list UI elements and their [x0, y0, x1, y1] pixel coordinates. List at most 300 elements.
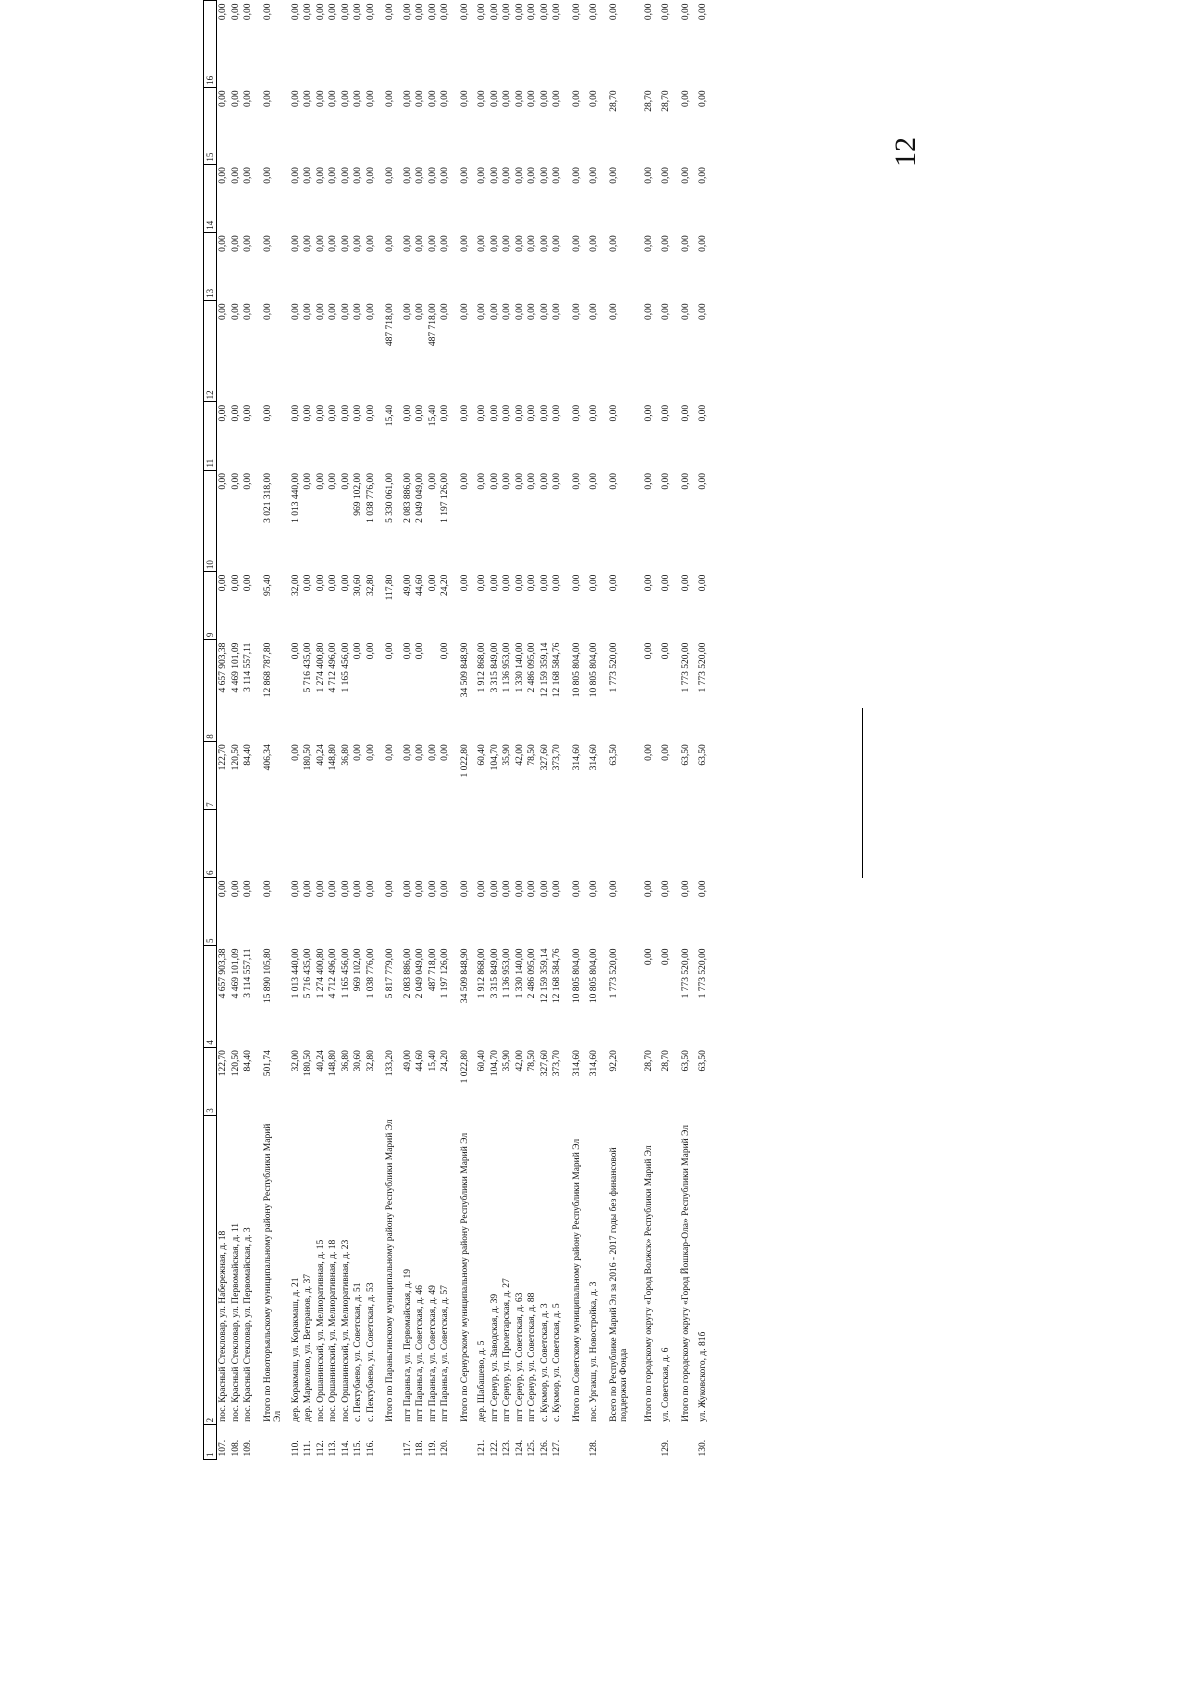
cell-col-5: 0,00 [552, 880, 562, 898]
row-name: пос. Оршанинский, ул. Мелиоративная, д. 23 [340, 1239, 351, 1422]
row-number: 110. [290, 1440, 301, 1457]
cell-col-15: 0,00 [353, 90, 363, 107]
cell-col-12: 0,00 [698, 303, 708, 320]
cell-col-8: 12 159 359,14 [539, 642, 550, 698]
cell-col-5: 0,00 [489, 880, 500, 898]
cell-col-9: 0,00 [661, 574, 671, 592]
cell-col-4: 487 718,00 [427, 948, 438, 992]
cell-col-12: 0,00 [290, 303, 301, 320]
row-number: 126. [539, 1439, 550, 1457]
cell-col-3: 42,00 [514, 1050, 525, 1072]
cell-col-4: 34 509 848,90 [459, 948, 470, 1004]
cell-col-7: 0,00 [415, 744, 425, 761]
cell-col-8: 0,00 [402, 642, 413, 660]
cell-col-11: 0,00 [698, 404, 708, 422]
cell-col-4: 0,00 [661, 948, 671, 966]
cell-col-8: 0,00 [440, 642, 450, 660]
cell-col-9: 117,80 [385, 574, 395, 601]
cell-col-11: 0,00 [552, 404, 562, 422]
cell-col-11: 15,40 [385, 404, 395, 427]
cell-col-13: 0,00 [571, 235, 582, 252]
row-number: 115. [353, 1440, 363, 1457]
table-row [439, 1, 452, 1460]
cell-col-11: 0,00 [680, 404, 691, 422]
cell-col-9: 0,00 [243, 574, 253, 592]
cell-col-6 [230, 809, 243, 877]
cell-col-5: 0,00 [303, 880, 313, 898]
cell-col-9: 0,00 [527, 574, 537, 592]
cell-col-7: 63,50 [680, 744, 691, 766]
cell-col-14: 0,00 [440, 167, 450, 184]
cell-col-5: 0,00 [589, 880, 599, 898]
cell-col-13: 0,00 [415, 235, 425, 252]
column-header: 3 [204, 1047, 217, 1115]
table-header-row [204, 1, 217, 1460]
cell-col-6 [414, 809, 427, 877]
cell-col-4: 4 469 101,09 [230, 948, 241, 999]
budget-table [203, 0, 710, 1460]
cell-col-15: 0,00 [218, 90, 228, 107]
cell-col-11: 0,00 [303, 404, 313, 422]
row-name: Итого по Сернурскому муниципальному району Республики Марий Эл [459, 1132, 470, 1422]
cell-col-10: 0,00 [459, 473, 470, 490]
cell-col-3: 63,50 [698, 1050, 708, 1072]
cell-col-7: 122,70 [218, 744, 228, 771]
cell-col-11: 0,00 [340, 404, 351, 422]
cell-col-15: 0,00 [365, 90, 376, 107]
cell-col-16: 0,00 [527, 3, 537, 21]
row-name: ул. Советская, д. 6 [661, 1347, 671, 1422]
table-row [476, 1, 489, 1460]
cell-col-7: 314,60 [589, 744, 599, 771]
cell-col-14: 0,00 [643, 167, 654, 184]
cell-col-3: 63,50 [680, 1050, 691, 1072]
cell-col-15: 0,00 [489, 90, 500, 107]
cell-col-15: 0,00 [477, 90, 487, 107]
cell-col-7: 36,80 [340, 744, 351, 766]
cell-col-3: 180,50 [303, 1050, 313, 1077]
cell-col-9: 44,60 [415, 574, 425, 596]
cell-col-10: 0,00 [539, 473, 550, 490]
cell-col-10: 0,00 [489, 473, 500, 490]
cell-col-13: 0,00 [230, 235, 241, 252]
row-number [452, 1425, 477, 1460]
cell-col-14: 0,00 [589, 167, 599, 184]
cell-col-12: 0,00 [661, 303, 671, 320]
column-header: 12 [204, 300, 217, 402]
cell-col-6 [365, 809, 378, 877]
cell-col-12: 0,00 [539, 303, 550, 320]
cell-col-4: 5 716 435,00 [303, 948, 313, 999]
cell-col-3: 15,40 [427, 1050, 438, 1072]
cell-col-4: 1 912 868,00 [477, 948, 487, 999]
cell-col-13: 0,00 [328, 235, 338, 252]
cell-col-13: 0,00 [552, 235, 562, 252]
table-row [514, 1, 527, 1460]
cell-col-9: 0,00 [643, 574, 654, 592]
cell-col-16: 0,00 [328, 3, 338, 21]
cell-col-11: 0,00 [589, 404, 599, 422]
row-number: 120. [440, 1439, 450, 1457]
cell-col-15: 28,70 [608, 90, 619, 112]
cell-col-16: 0,00 [230, 3, 241, 21]
row-number: 116. [365, 1440, 376, 1457]
cell-col-15: 0,00 [571, 90, 582, 107]
cell-col-16: 0,00 [608, 3, 619, 21]
cell-col-13: 0,00 [340, 235, 351, 252]
row-number: 130. [698, 1439, 708, 1457]
table-row [340, 1, 353, 1460]
cell-col-16: 0,00 [415, 3, 425, 21]
cell-col-6 [340, 809, 353, 877]
cell-col-11: 0,00 [477, 404, 487, 422]
cell-col-5: 0,00 [680, 880, 691, 898]
cell-col-7: 0,00 [440, 744, 450, 761]
cell-col-15: 0,00 [340, 90, 351, 107]
cell-col-4: 4 712 496,00 [328, 948, 338, 999]
cell-col-6 [601, 809, 636, 877]
cell-col-3: 148,80 [328, 1050, 338, 1077]
cell-col-13: 0,00 [243, 235, 253, 252]
cell-col-6 [452, 809, 477, 877]
cell-col-15: 0,00 [539, 90, 550, 107]
side-rule-line [862, 708, 863, 878]
table-total-row [452, 1, 477, 1460]
table-row [290, 1, 303, 1460]
cell-col-7: 327,60 [539, 744, 550, 771]
cell-col-15: 0,00 [680, 90, 691, 107]
cell-col-16: 0,00 [643, 3, 654, 21]
cell-col-15: 0,00 [415, 90, 425, 107]
cell-col-4: 12 168 584,76 [552, 948, 562, 1004]
cell-col-9: 0,00 [303, 574, 313, 592]
cell-col-12: 0,00 [328, 303, 338, 320]
row-number: 113. [328, 1440, 338, 1457]
cell-col-5: 0,00 [643, 880, 654, 898]
cell-col-5: 0,00 [698, 880, 708, 898]
cell-col-9: 0,00 [680, 574, 691, 592]
cell-col-3: 501,74 [262, 1050, 273, 1077]
cell-col-14: 0,00 [218, 167, 228, 184]
cell-col-15: 28,70 [661, 90, 671, 112]
cell-col-13: 0,00 [527, 235, 537, 252]
cell-col-15: 0,00 [459, 90, 470, 107]
cell-col-14: 0,00 [698, 167, 708, 184]
cell-col-3: 32,80 [365, 1050, 376, 1072]
cell-col-3: 30,60 [353, 1050, 363, 1072]
cell-col-6 [588, 809, 601, 877]
cell-col-3: 32,00 [290, 1050, 301, 1072]
cell-col-9: 0,00 [218, 574, 228, 592]
cell-col-12: 0,00 [243, 303, 253, 320]
cell-col-8: 4 469 101,09 [230, 642, 241, 693]
cell-col-11: 0,00 [608, 404, 619, 422]
column-header: 2 [204, 1115, 217, 1425]
cell-col-14: 0,00 [303, 167, 313, 184]
row-number: 123. [502, 1439, 512, 1457]
cell-col-16: 0,00 [402, 3, 413, 21]
cell-col-11: 0,00 [415, 404, 425, 422]
cell-col-6 [551, 809, 564, 877]
cell-col-9: 0,00 [698, 574, 708, 592]
row-number: 128. [589, 1439, 599, 1457]
cell-col-8: 5 716 435,00 [303, 642, 313, 693]
row-name: пос. Красный Стекловар, ул. Первомайская, д. 11 [230, 1222, 241, 1422]
cell-col-5: 0,00 [608, 880, 619, 898]
cell-col-11: 0,00 [262, 404, 273, 422]
column-header: 14 [204, 164, 217, 232]
cell-col-8: 1 773 520,00 [608, 642, 619, 693]
cell-col-15: 0,00 [502, 90, 512, 107]
cell-col-8: 0,00 [415, 642, 425, 660]
cell-col-12: 0,00 [489, 303, 500, 320]
cell-col-6 [327, 809, 340, 877]
cell-col-13: 0,00 [698, 235, 708, 252]
cell-col-11: 0,00 [539, 404, 550, 422]
cell-col-12: 0,00 [315, 303, 326, 320]
cell-col-8: 1 136 953,00 [502, 642, 512, 693]
table-row [414, 1, 427, 1460]
cell-col-13: 0,00 [427, 235, 438, 252]
cell-col-7: 40,24 [315, 744, 326, 766]
cell-col-14: 0,00 [262, 167, 273, 184]
cell-col-16: 0,00 [502, 3, 512, 21]
cell-col-6 [539, 809, 552, 877]
cell-col-4: 1 773 520,00 [698, 948, 708, 999]
cell-col-13: 0,00 [489, 235, 500, 252]
row-name: Всего по Республике Марий Эл за 2016 - 2017 годы без финансовой поддержки Фонда [608, 1147, 629, 1422]
cell-col-4: 0,00 [643, 948, 654, 966]
cell-col-11: 0,00 [402, 404, 413, 422]
cell-col-16: 0,00 [440, 3, 450, 21]
table-total-row [255, 1, 290, 1460]
row-name: пгт Сернур, ул. Советская, д. 63 [514, 1292, 525, 1422]
cell-col-10: 0,00 [571, 473, 582, 490]
cell-col-12: 0,00 [514, 303, 525, 320]
cell-col-12: 0,00 [477, 303, 487, 320]
cell-col-6 [290, 809, 303, 877]
cell-col-11: 0,00 [230, 404, 241, 422]
cell-col-16: 0,00 [353, 3, 363, 21]
cell-col-8: 3 315 849,00 [489, 642, 500, 693]
row-number: 121. [477, 1439, 487, 1457]
table-total-row [601, 1, 636, 1460]
cell-col-12: 0,00 [571, 303, 582, 320]
cell-col-4: 15 890 105,80 [262, 948, 273, 1004]
row-number: 111. [303, 1440, 313, 1457]
cell-col-16: 0,00 [514, 3, 525, 21]
cell-col-8: 3 114 557,11 [243, 642, 253, 692]
cell-col-9: 0,00 [489, 574, 500, 592]
cell-col-11: 0,00 [459, 404, 470, 422]
cell-col-10: 2 083 886,00 [402, 473, 413, 523]
cell-col-5: 0,00 [262, 880, 273, 898]
cell-col-15: 0,00 [552, 90, 562, 107]
cell-col-8: 0,00 [385, 642, 395, 660]
cell-col-7: 63,50 [698, 744, 708, 766]
cell-col-7: 180,50 [303, 744, 313, 771]
cell-col-7: 42,00 [514, 744, 525, 766]
cell-col-12: 0,00 [643, 303, 654, 320]
column-header: 11 [204, 402, 217, 470]
cell-col-13: 0,00 [661, 235, 671, 252]
cell-col-8: 1 912 868,00 [477, 642, 487, 693]
cell-col-4: 1 165 456,00 [340, 948, 351, 999]
cell-col-4: 5 817 779,00 [385, 948, 395, 999]
cell-col-13: 0,00 [353, 235, 363, 252]
table-row [315, 1, 328, 1460]
cell-col-10: 0,00 [552, 473, 562, 490]
cell-col-13: 0,00 [680, 235, 691, 252]
row-name: с. Пектубаево, ул. Советская, д. 51 [353, 1282, 363, 1422]
cell-col-16: 0,00 [489, 3, 500, 21]
cell-col-7: 406,34 [262, 744, 273, 771]
cell-col-3: 314,60 [589, 1050, 599, 1077]
cell-col-13: 0,00 [365, 235, 376, 252]
cell-col-3: 78,50 [527, 1050, 537, 1072]
cell-col-3: 24,20 [440, 1050, 450, 1072]
cell-col-6 [302, 809, 315, 877]
cell-col-12: 487 718,00 [385, 303, 395, 347]
row-number [377, 1425, 402, 1460]
cell-col-5: 0,00 [539, 880, 550, 898]
cell-col-10: 0,00 [328, 473, 338, 490]
cell-col-7: 120,50 [230, 744, 241, 771]
cell-col-13: 0,00 [608, 235, 619, 252]
cell-col-16: 0,00 [477, 3, 487, 21]
cell-col-16: 0,00 [539, 3, 550, 21]
cell-col-6 [242, 809, 255, 877]
cell-col-3: 1 022,80 [459, 1050, 470, 1084]
cell-col-13: 0,00 [315, 235, 326, 252]
cell-col-6 [489, 809, 502, 877]
table-row [588, 1, 601, 1460]
cell-col-5: 0,00 [365, 880, 376, 898]
cell-col-13: 0,00 [502, 235, 512, 252]
cell-col-5: 0,00 [459, 880, 470, 898]
cell-col-10: 1 038 776,00 [365, 473, 376, 523]
cell-col-6 [439, 809, 452, 877]
cell-col-12: 0,00 [502, 303, 512, 320]
row-name: дер. Шабашево, д. 5 [477, 1340, 487, 1422]
cell-col-7: 60,40 [477, 744, 487, 766]
cell-col-7: 84,40 [243, 744, 253, 766]
cell-col-16: 0,00 [243, 3, 253, 21]
cell-col-3: 44,60 [415, 1050, 425, 1072]
cell-col-4: 3 114 557,11 [243, 948, 253, 998]
cell-col-3: 373,70 [552, 1050, 562, 1077]
cell-col-15: 0,00 [440, 90, 450, 107]
cell-col-10: 0,00 [502, 473, 512, 490]
table-row [551, 1, 564, 1460]
cell-col-5: 0,00 [340, 880, 351, 898]
row-name: пос. Ургакш, ул. Новостройка, д. 3 [589, 1281, 599, 1422]
column-header: 7 [204, 741, 217, 809]
cell-col-15: 0,00 [262, 90, 273, 107]
row-name: ул. Жуковского, д. 81б [698, 1331, 708, 1422]
cell-col-11: 0,00 [489, 404, 500, 422]
cell-col-6 [217, 809, 230, 877]
row-number: 125. [527, 1439, 537, 1457]
column-header: 16 [204, 1, 217, 88]
row-number [673, 1425, 698, 1460]
cell-col-13: 0,00 [290, 235, 301, 252]
row-number [636, 1425, 661, 1460]
cell-col-9: 0,00 [477, 574, 487, 592]
table-row [427, 1, 440, 1460]
cell-col-5: 0,00 [385, 880, 395, 898]
row-name: дер. Коракмаш, ул. Коракмаш, д. 21 [290, 1277, 301, 1422]
cell-col-10: 3 021 318,00 [262, 473, 273, 523]
cell-col-5: 0,00 [440, 880, 450, 898]
row-number: 118. [415, 1440, 425, 1457]
cell-col-12: 0,00 [552, 303, 562, 320]
table-row [526, 1, 539, 1460]
cell-col-15: 0,00 [290, 90, 301, 107]
cell-col-14: 0,00 [661, 167, 671, 184]
cell-col-12: 487 718,00 [427, 303, 438, 347]
cell-col-9: 30,60 [353, 574, 363, 596]
page-number: 12 [889, 137, 922, 167]
cell-col-6 [636, 809, 661, 877]
row-name: пгт Параньга, ул. Советская, д. 46 [415, 1285, 425, 1422]
cell-col-10: 0,00 [340, 473, 351, 490]
cell-col-13: 0,00 [402, 235, 413, 252]
cell-col-9: 32,80 [365, 574, 376, 596]
cell-col-6 [526, 809, 539, 877]
cell-col-15: 0,00 [514, 90, 525, 107]
cell-col-10: 0,00 [243, 473, 253, 490]
cell-col-9: 0,00 [608, 574, 619, 592]
cell-col-13: 0,00 [514, 235, 525, 252]
cell-col-12: 0,00 [353, 303, 363, 320]
cell-col-8: 4 712 496,00 [328, 642, 338, 693]
cell-col-12: 0,00 [589, 303, 599, 320]
row-number: 108. [230, 1439, 241, 1457]
cell-col-9: 0,00 [589, 574, 599, 592]
cell-col-16: 0,00 [290, 3, 301, 21]
cell-col-4: 2 486 095,00 [527, 948, 537, 999]
row-name: пгт Сернур, ул. Пролетарская, д. 27 [502, 1278, 512, 1422]
cell-col-6 [255, 809, 290, 877]
cell-col-16: 0,00 [661, 3, 671, 21]
cell-col-6 [697, 809, 710, 877]
row-name: пгт Параньга, ул. Первомайская, д. 19 [402, 1269, 413, 1422]
cell-col-5: 0,00 [427, 880, 438, 898]
cell-col-7: 0,00 [365, 744, 376, 761]
cell-col-15: 0,00 [230, 90, 241, 107]
cell-col-15: 0,00 [243, 90, 253, 107]
cell-col-13: 0,00 [539, 235, 550, 252]
row-name: пос. Красный Стекловар, ул. Первомайская, д. 3 [243, 1227, 253, 1422]
cell-col-16: 0,00 [427, 3, 438, 21]
cell-col-9: 0,00 [315, 574, 326, 592]
cell-col-15: 0,00 [303, 90, 313, 107]
cell-col-13: 0,00 [643, 235, 654, 252]
cell-col-14: 0,00 [527, 167, 537, 184]
column-header: 15 [204, 87, 217, 164]
cell-col-14: 0,00 [402, 167, 413, 184]
cell-col-9: 0,00 [340, 574, 351, 592]
cell-col-3: 40,24 [315, 1050, 326, 1072]
cell-col-10: 0,00 [218, 473, 228, 490]
cell-col-12: 0,00 [402, 303, 413, 320]
cell-col-3: 49,00 [402, 1050, 413, 1072]
cell-col-3: 36,80 [340, 1050, 351, 1072]
cell-col-14: 0,00 [552, 167, 562, 184]
column-header: 8 [204, 640, 217, 742]
cell-col-16: 0,00 [340, 3, 351, 21]
